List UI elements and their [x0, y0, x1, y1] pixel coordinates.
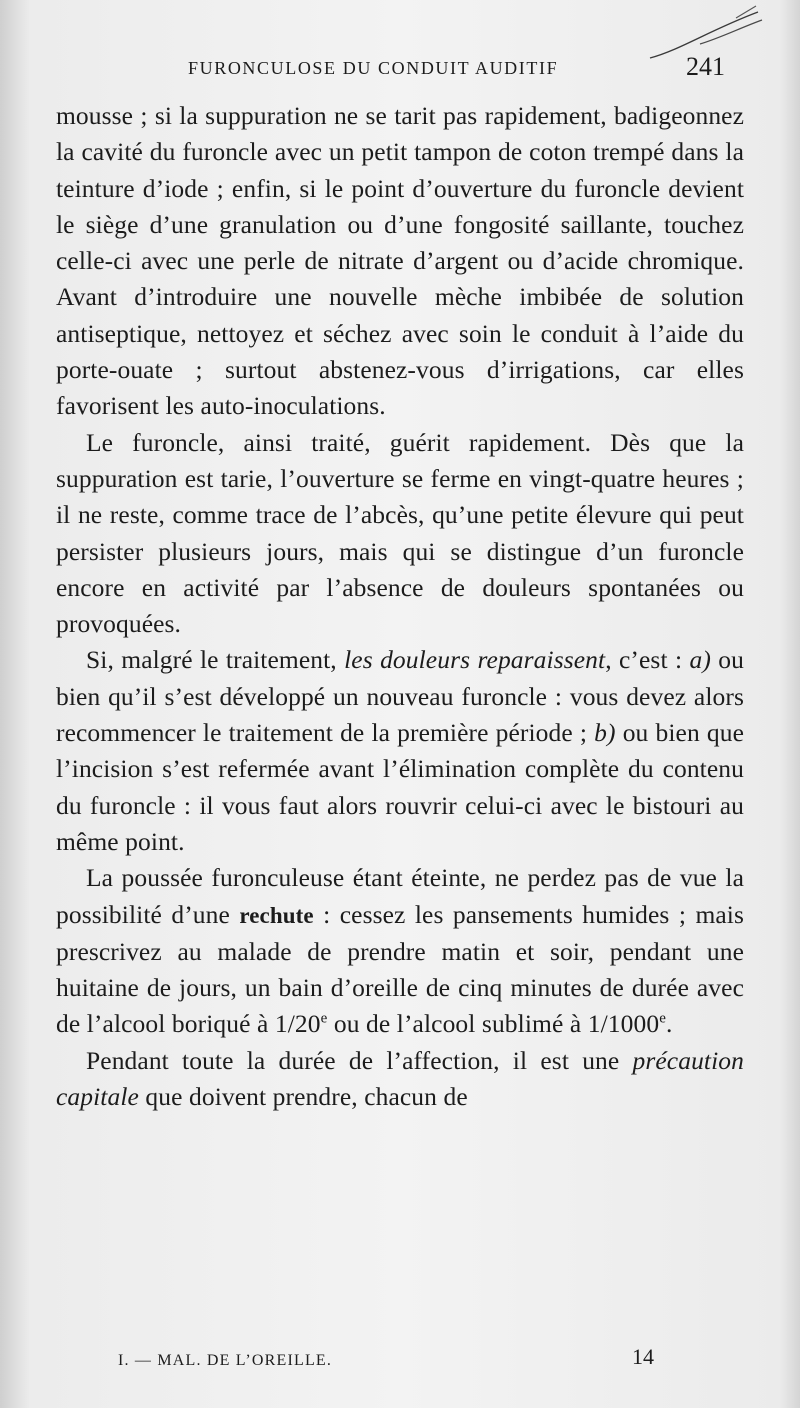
- text-run: , c’est :: [605, 645, 690, 675]
- paragraph: [56, 642, 744, 860]
- paragraph: [56, 425, 744, 643]
- signature-mark: I. — MAL. DE L’OREILLE.: [118, 1352, 333, 1369]
- text-run: ou de l’alcool sublimé à 1/1000: [327, 1009, 660, 1039]
- text-run: : cessez les pansements humides ; mais prescrivez au malade de prendre matin et soir, pendant une huitaine de jours, un bain d’oreille de cinq minutes de durée avec de l’alcool boriqué à 1/20: [56, 899, 745, 1039]
- text-run: Pendant toute la durée de l’affection, il est une: [86, 1045, 633, 1075]
- text-run: mousse ; si la suppuration ne se tarit pas rapidement, badigeonnez la cavité du furoncle avec un petit tampon de coton trempé dans la teinture d’iode ; enfin, si le point d’ouverture du furoncle devient le siège d’une granulation ou d’une fongosité saillante, touchez celle-ci avec une perle de nitrate d’argent ou d’acide chromique. Avant d’introduire une nouvelle mèche imbibée de solution antiseptique, nettoyez et séchez avec soin le conduit à l’aide du porte-ouate ; surtout abstenez-vous d’irrigations, car elles favorisent les auto-inoculations.: [56, 101, 744, 421]
- italic-text: précaution capitale: [56, 1045, 744, 1112]
- text-run: Le furoncle, ainsi traité, guérit rapidement. Dès que la suppuration est tarie, l’ouverture se ferme en vingt-quatre heures ; il ne reste, comme trace de l’abcès, qu’une petite élevure qui peut persister plusieurs jours, mais qui se distingue d’un furoncle encore en activité par l’absence de douleurs spontanées ou provoquées.: [56, 427, 744, 639]
- italic-text: a): [689, 645, 711, 675]
- page-number: 241: [686, 52, 725, 81]
- paragraph: [56, 98, 744, 425]
- paragraph: [56, 860, 744, 1042]
- paragraph: [56, 1043, 744, 1116]
- text-run: .: [665, 1009, 673, 1039]
- text-run: ou bien qu’il s’est développé un nouveau furoncle : vous devez alors recommencer le traitement de la première période ;: [56, 645, 744, 748]
- bold-text: rechute: [239, 902, 314, 928]
- superscript-text: e: [320, 1010, 328, 1027]
- text-run: que doivent prendre, chacun de: [138, 1082, 468, 1112]
- text-run: Si, malgré le traitement,: [86, 645, 345, 675]
- text-run: La poussée furonculeuse étant éteinte, ne perdez pas de vue la possibilité d’une: [56, 863, 744, 929]
- running-title: FURONCULOSE DU CONDUIT AUDITIF: [188, 58, 559, 78]
- body-text: [56, 98, 744, 1115]
- italic-text: les douleurs reparaissent: [344, 645, 606, 675]
- superscript-text: e: [659, 1010, 666, 1027]
- page-footer: [0, 1344, 800, 1384]
- text-run: ou bien que l’incision s’est refermée avant l’élimination complète du contenu du furoncle : il vous faut alors rouvrir celui-ci avec le bistouri au même point.: [56, 718, 744, 856]
- running-head: [0, 52, 800, 88]
- italic-text: b): [594, 718, 616, 748]
- sheet-number: 14: [632, 1344, 654, 1369]
